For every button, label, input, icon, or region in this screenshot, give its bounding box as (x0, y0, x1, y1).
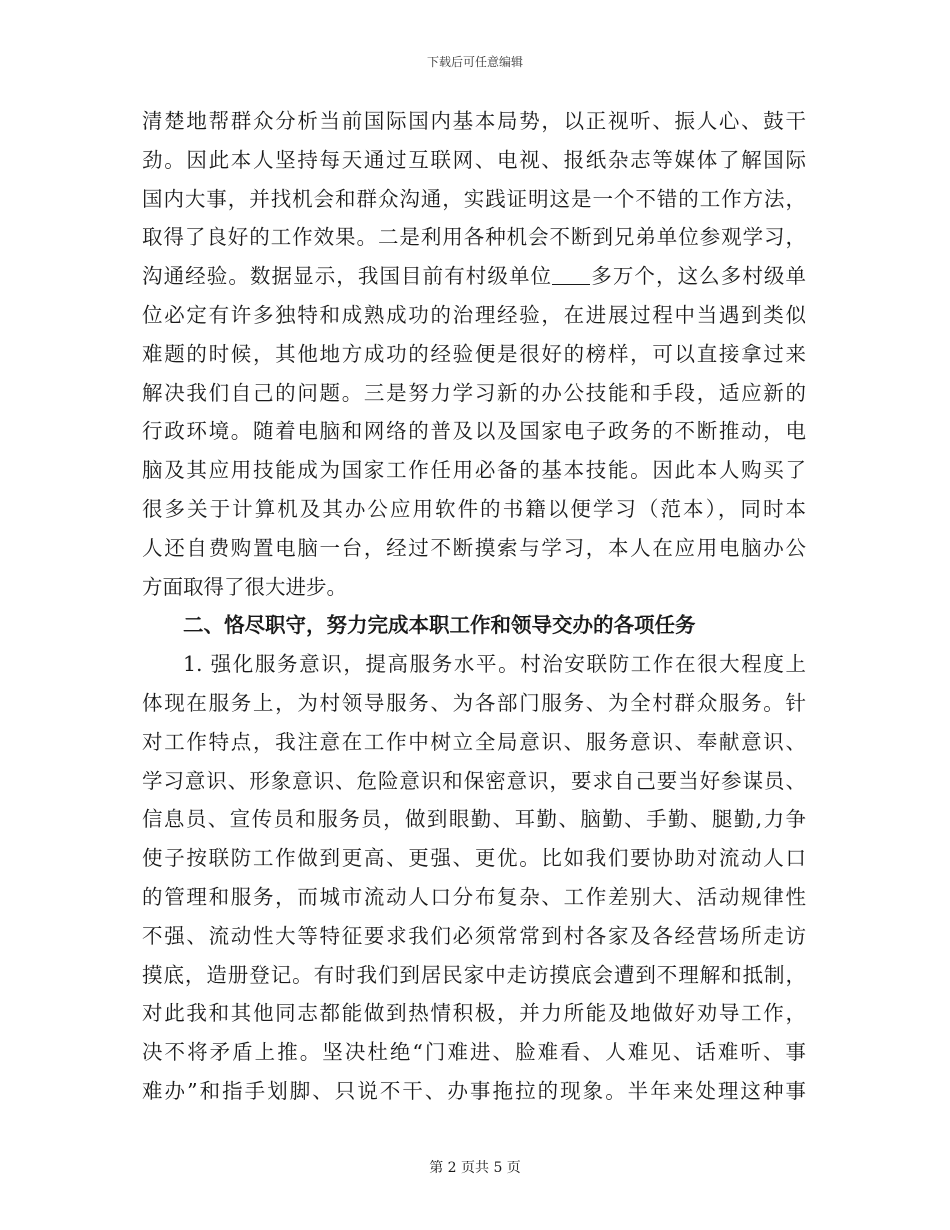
text-line: 行政环境。随着电脑和网络的普及以及国家电子政务的不断推动，电 (142, 419, 806, 444)
text-line: 国内大事，并找机会和群众沟通，实践证明这是一个不错的工作方法， (142, 186, 806, 211)
text-line: 体现在服务上，为村领导服务、为各部门服务、为全村群众服务。针 (142, 690, 806, 715)
text-line: 解决我们自己的问题。三是努力学习新的办公技能和手段，适应新的 (142, 380, 806, 405)
text-line: 学习意识、形象意识、危险意识和保密意识，要求自己要当好参谋员、 (142, 768, 806, 793)
text-line: 人还自费购置电脑一台，经过不断摸索与学习，本人在应用电脑办公 (142, 535, 806, 560)
text-line: 不强、流动性大等特征要求我们必须常常到村各家及各经营场所走访 (142, 923, 806, 948)
text-line: 对工作特点，我注意在工作中树立全局意识、服务意识、奉献意识、 (142, 729, 806, 754)
text-line: 摸底，造册登记。有时我们到居民家中走访摸底会遭到不理解和抵制， (142, 962, 806, 987)
document-body (142, 102, 806, 1111)
text-line: 方面取得了很大进步。 (142, 574, 347, 599)
text-line (142, 257, 806, 296)
text-line: 劲。因此本人坚持每天通过互联网、电视、报纸杂志等媒体了解国际 (142, 147, 806, 172)
text-line: 位必定有许多独特和成熟成功的治理经验，在进展过程中当遇到类似 (142, 302, 806, 327)
text-line: 脑及其应用技能成为国家工作任用必备的基本技能。因此本人购买了 (142, 458, 806, 483)
text-segment: 沟通经验。数据显示，我国目前有村级单位 (142, 264, 553, 289)
text-line: 难题的时候，其他地方成功的经验便是很好的榜样，可以直接拿过来 (142, 341, 806, 366)
text-line: 使子按联防工作做到更高、更强、更优。比如我们要协助对流动人口 (142, 846, 806, 871)
page-number: 第 2 页共 5 页 (429, 1160, 521, 1176)
text-line: 1. 强化服务意识，提高服务水平。村治安联防工作在很大程度上 (183, 652, 806, 677)
paragraph-1 (142, 102, 806, 606)
text-line: 决不将矛盾上推。坚决杜绝“门难进、脸难看、人难见、话难听、事 (142, 1040, 806, 1065)
text-line: 对此我和其他同志都能做到热情积极，并力所能及地做好劝导工作， (142, 1001, 806, 1026)
text-line: 的管理和服务，而城市流动人口分布复杂、工作差别大、活动规律性 (142, 884, 806, 909)
fill-in-blank (552, 266, 590, 285)
text-line: 清楚地帮群众分析当前国际国内基本局势，以正视听、振人心、鼓干 (142, 109, 806, 133)
text-line: 取得了良好的工作效果。二是利用各种机会不断到兄弟单位参观学习， (142, 225, 806, 250)
paragraph-2 (142, 645, 806, 1111)
section-heading: 二、恪尽职守，努力完成本职工作和领导交办的各项任务 (183, 613, 696, 638)
text-segment: 多万个，这么多村级单 (590, 264, 807, 289)
text-line: 信息员、宣传员和服务员，做到眼勤、耳勤、脑勤、手勤、腿勤,力争 (142, 807, 806, 832)
text-line: 很多关于计算机及其办公应用软件的书籍以便学习（范本），同时本 (142, 496, 806, 521)
page-header: 下载后可任意编辑 (426, 55, 523, 69)
text-line: 难办”和指手划脚、只说不干、办事拖拉的现象。半年来处理这种事 (142, 1078, 806, 1103)
